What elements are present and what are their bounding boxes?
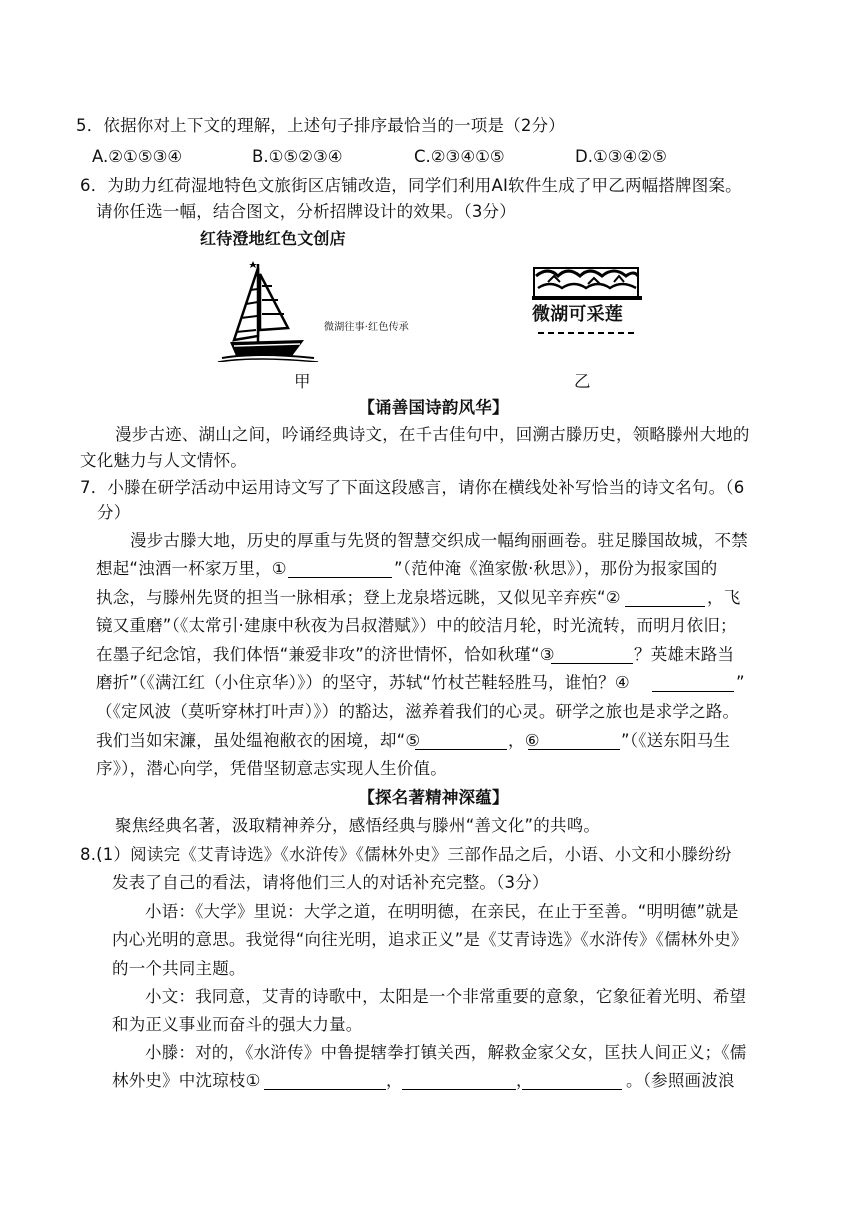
logo-text: 微湖可采莲 xyxy=(532,304,623,325)
figure-jia xyxy=(196,226,436,356)
q5-option-a[interactable]: A.②①⑤③④ xyxy=(92,147,183,166)
q8-line-8: 小滕：对的，《水浒传》中鲁提辖拳打镇关西，解救金家父女，匡扶人间正义；《儒 xyxy=(145,1043,747,1062)
section1-intro-2: 文化魅力与人文情怀。 xyxy=(80,451,247,470)
q8-line-4: 内心光明的意思。我觉得“向往光明，追求正义”是《艾青诗选》《水浒传》《儒林外史》 xyxy=(112,930,748,949)
q8-line-9a: 林外史》中沈琼枝① xyxy=(112,1071,261,1090)
blank-3[interactable] xyxy=(551,663,633,664)
lotus-logo-icon xyxy=(528,262,646,304)
q8-line-7: 和为正义事业而奋斗的强大力量。 xyxy=(112,1015,363,1034)
q8-line-9b: ， xyxy=(386,1071,403,1090)
blank-8-1[interactable] xyxy=(264,1089,386,1090)
q8-line-6: 小文：我同意，艾青的诗歌中，太阳是一个非常重要的意象，它象征着光明、希望 xyxy=(145,987,747,1006)
blank-6[interactable] xyxy=(528,749,620,750)
ship-caption: 微湖往事·红色传承 xyxy=(324,322,409,333)
q6-line-2: 请你任选一幅，结合图文，分析招牌设计的效果。（3分） xyxy=(96,202,516,221)
q7-line-10c: ”（《送东阳马生 xyxy=(621,731,731,750)
q7-line-5b: ，飞 xyxy=(707,588,741,607)
blank-4[interactable] xyxy=(652,691,734,692)
q7-line-6: 镜又重磨”（《太常引·建康中秋夜为吕叔潜赋》）中的皎洁月轮，时光流转，而明月依旧； xyxy=(96,616,737,635)
q8-line-2: 发表了自己的看法，请将他们三人的对话补充完整。（3分） xyxy=(112,873,549,892)
section1-intro-1: 漫步古迹、湖山之间，吟诵经典诗文，在千古佳句中，回溯古滕历史，领略滕州大地的 xyxy=(115,425,750,444)
q5-option-c[interactable]: C.②③④①⑤ xyxy=(414,147,505,166)
shop-title: 红待澄地红色文创店 xyxy=(200,229,346,248)
q7-line-2: 分） xyxy=(97,503,131,522)
q8-line-9c: ， xyxy=(516,1071,533,1090)
section-heading-poetry: 【诵善国诗韵风华】 xyxy=(358,398,509,417)
section2-intro: 聚焦经典名著，汲取精神养分，感悟经典与滕州“善文化”的共鸣。 xyxy=(115,816,601,835)
q7-line-4a: 想起“浊酒一杯家万里，① xyxy=(96,559,287,578)
q8-line-9d: 。（参照画波浪 xyxy=(626,1071,735,1090)
blank-5[interactable] xyxy=(415,749,507,750)
q7-line-9: （《定风波（莫听穿林打叶声）》）的豁达，滋养着我们的心灵。研学之旅也是求学之路。 xyxy=(96,702,740,721)
q5-option-b[interactable]: B.①⑤②③④ xyxy=(252,147,343,166)
blank-2[interactable] xyxy=(625,606,705,607)
q7-line-3: 漫步古滕大地，历史的厚重与先贤的智慧交织成一幅绚丽画卷。驻足滕国故城，不禁 xyxy=(130,531,748,550)
q5-option-d[interactable]: D.①③④②⑤ xyxy=(575,147,667,166)
blank-1[interactable] xyxy=(288,577,392,578)
q5-stem: 5．依据你对上下文的理解，上述句子排序最恰当的一项是（2分） xyxy=(76,116,565,135)
q7-line-5: 执念，与滕州先贤的担当一脉相承；登上龙泉塔远眺，又似见辛弃疾“② xyxy=(96,588,621,607)
q7-line-7a: 在墨子纪念馆，我们体悟“兼爱非攻”的济世情怀，恰如秋瑾“③ xyxy=(96,645,555,664)
blank-8-2[interactable] xyxy=(402,1089,516,1090)
q7-line-11: 序》），潜心向学，凭借坚韧意志实现人生价值。 xyxy=(96,759,447,778)
q8-line-3: 小语：《大学》里说：大学之道，在明明德，在亲民，在止于至善。“明明德”就是 xyxy=(145,902,739,921)
q7-line-7b: ？英雄末路当 xyxy=(634,645,735,664)
label-jia: 甲 xyxy=(294,372,311,391)
q7-line-4b: ”（范仲淹《渔家傲·秋思》），那份为报家国的 xyxy=(394,559,718,578)
logo-underline xyxy=(528,330,646,336)
q7-line-8b: ” xyxy=(736,673,745,692)
q6-line-1: 6．为助力红荷湿地特色文旅街区店铺改造，同学们利用AI软件生成了甲乙两幅搭牌图案。 xyxy=(80,176,742,195)
figure-yi xyxy=(528,262,646,342)
q7-line-10b: ，⑥ xyxy=(508,731,540,750)
sailboat-icon xyxy=(196,252,436,362)
q7-line-10a: 我们当如宋濂，虽处缊袍敝衣的困境，却“⑤ xyxy=(96,731,421,750)
section-heading-classics: 【探名著精神深蕴】 xyxy=(358,788,509,807)
q7-line-8a: 磨折”（《满江红（小住京华）》）的坚守，苏轼“竹杖芒鞋轻胜马，谁怕？④ xyxy=(96,673,630,692)
q8-line-5: 的一个共同主题。 xyxy=(112,959,246,978)
q8-line-1: 8.(1）阅读完《艾青诗选》《水浒传》《儒林外史》三部作品之后，小语、小文和小滕纷纷 xyxy=(80,845,732,864)
blank-8-3[interactable] xyxy=(522,1089,622,1090)
label-yi: 乙 xyxy=(574,372,591,391)
q7-line-1: 7．小滕在研学活动中运用诗文写了下面这段感言，请你在横线处补写恰当的诗文名句。（6 xyxy=(80,478,745,497)
